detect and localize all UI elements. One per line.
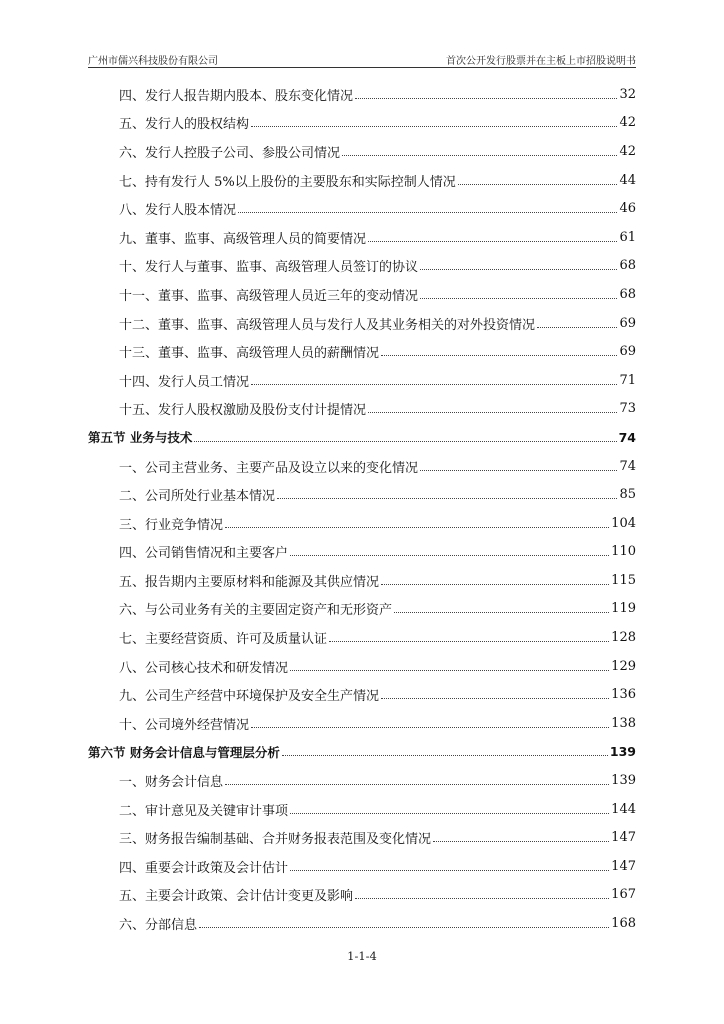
toc-page-number: 42 (619, 143, 636, 159)
toc-dot-leader (251, 384, 617, 385)
toc-dot-leader (194, 441, 616, 442)
toc-dot-leader (251, 126, 617, 127)
toc-dot-leader (381, 584, 609, 585)
toc-page-number: 69 (619, 344, 636, 360)
toc-page-number: 168 (611, 916, 636, 932)
toc-dot-leader (329, 641, 609, 642)
header-document-title: 首次公开发行股票并在主板上市招股说明书 (446, 56, 636, 67)
toc-dot-leader (342, 155, 617, 156)
toc-entry-title: 六、分部信息 (119, 918, 198, 934)
table-of-contents (88, 80, 636, 938)
toc-entry-title: 十二、董事、监事、高级管理人员与发行人及其业务相关的对外投资情况 (119, 317, 536, 333)
toc-entry[interactable] (88, 538, 636, 567)
toc-entry-title: 十、公司境外经营情况 (119, 717, 250, 733)
toc-page-number: 139 (611, 773, 636, 789)
toc-section-heading[interactable] (88, 423, 636, 452)
toc-entry-title: 八、发行人股本情况 (119, 203, 237, 219)
toc-dot-leader (199, 927, 609, 928)
toc-entry[interactable] (88, 595, 636, 624)
toc-dot-leader (433, 841, 609, 842)
toc-entry-title: 五、主要会计政策、会计估计变更及影响 (119, 889, 354, 905)
toc-entry-title: 十五、发行人股权激励及股份支付计提情况 (119, 403, 367, 419)
toc-page-number: 68 (619, 258, 636, 274)
toc-dot-leader (290, 670, 609, 671)
toc-dot-leader (420, 269, 617, 270)
toc-entry[interactable] (88, 881, 636, 910)
toc-page-number: 46 (619, 201, 636, 217)
toc-entry[interactable] (88, 452, 636, 481)
toc-entry[interactable] (88, 366, 636, 395)
toc-page-number: 68 (619, 286, 636, 302)
toc-page-number: 139 (609, 744, 636, 760)
toc-page-number: 119 (611, 601, 636, 617)
toc-entry-title: 六、与公司业务有关的主要固定资产和无形资产 (119, 603, 393, 619)
toc-page-number: 71 (619, 372, 636, 388)
toc-entry[interactable] (88, 194, 636, 223)
toc-entry[interactable] (88, 652, 636, 681)
toc-dot-leader (394, 612, 609, 613)
toc-dot-leader (277, 498, 617, 499)
toc-dot-leader (290, 870, 609, 871)
toc-entry-title: 三、财务报告编制基础、合并财务报表范围及变化情况 (119, 832, 432, 848)
toc-entry[interactable] (88, 680, 636, 709)
toc-dot-leader (251, 727, 609, 728)
toc-dot-leader (537, 327, 617, 328)
toc-page-number: 128 (611, 630, 636, 646)
toc-entry-title: 第五节 业务与技术 (88, 430, 193, 446)
toc-entry[interactable] (88, 309, 636, 338)
toc-entry-title: 四、发行人报告期内股本、股东变化情况 (119, 88, 354, 104)
toc-page-number: 138 (611, 715, 636, 731)
toc-entry-title: 十三、董事、监事、高级管理人员的薪酬情况 (119, 346, 380, 362)
toc-entry-title: 四、公司销售情况和主要客户 (119, 546, 289, 562)
toc-entry[interactable] (88, 852, 636, 881)
toc-page-number: 147 (611, 858, 636, 874)
toc-entry-title: 七、主要经营资质、许可及质量认证 (119, 632, 328, 648)
toc-page-number: 74 (618, 429, 636, 445)
toc-entry-title: 十四、发行人员工情况 (119, 374, 250, 390)
toc-entry-title: 一、公司主营业务、主要产品及设立以来的变化情况 (119, 460, 419, 476)
toc-page-number: 74 (619, 458, 636, 474)
toc-entry-title: 一、财务会计信息 (119, 775, 224, 791)
toc-entry-title: 四、重要会计政策及会计估计 (119, 860, 289, 876)
toc-page-number: 110 (611, 544, 636, 560)
toc-entry[interactable] (88, 709, 636, 738)
toc-dot-leader (381, 698, 609, 699)
toc-entry-title: 六、发行人控股子公司、参股公司情况 (119, 145, 341, 161)
toc-entry[interactable] (88, 509, 636, 538)
toc-entry-title: 二、审计意见及关键审计事项 (119, 803, 289, 819)
toc-entry-title: 二、公司所处行业基本情况 (119, 489, 276, 505)
page-header (88, 50, 636, 68)
toc-page-number: 147 (611, 830, 636, 846)
toc-entry[interactable] (88, 766, 636, 795)
toc-dot-leader (368, 412, 617, 413)
toc-dot-leader (458, 184, 618, 185)
page-number: 1-1-4 (347, 949, 377, 963)
toc-entry-title: 十、发行人与董事、监事、高级管理人员签订的协议 (119, 260, 419, 276)
toc-entry-title: 九、董事、监事、高级管理人员的简要情况 (119, 231, 367, 247)
toc-dot-leader (381, 355, 617, 356)
toc-dot-leader (290, 555, 609, 556)
header-company-name: 广州市儒兴科技股份有限公司 (88, 56, 218, 67)
toc-page-number: 32 (619, 86, 636, 102)
toc-entry[interactable] (88, 280, 636, 309)
toc-dot-leader (238, 212, 617, 213)
toc-entry[interactable] (88, 223, 636, 252)
toc-entry[interactable] (88, 623, 636, 652)
toc-page-number: 44 (619, 172, 636, 188)
toc-page-number: 115 (611, 572, 636, 588)
toc-entry[interactable] (88, 137, 636, 166)
toc-dot-leader (355, 98, 617, 99)
toc-entry-title: 五、发行人的股权结构 (119, 117, 250, 133)
toc-dot-leader (368, 241, 617, 242)
toc-entry[interactable] (88, 823, 636, 852)
toc-entry[interactable] (88, 252, 636, 281)
toc-entry[interactable] (88, 395, 636, 424)
toc-page-number: 85 (619, 487, 636, 503)
toc-entry-title: 三、行业竞争情况 (119, 517, 224, 533)
header-divider (88, 67, 636, 68)
toc-entry-title: 九、公司生产经营中环境保护及安全生产情况 (119, 689, 380, 705)
toc-page-number: 104 (611, 515, 636, 531)
toc-dot-leader (420, 470, 617, 471)
toc-page-number: 73 (619, 401, 636, 417)
toc-dot-leader (225, 527, 609, 528)
toc-dot-leader (225, 784, 609, 785)
toc-entry[interactable] (88, 795, 636, 824)
toc-page-number: 144 (611, 801, 636, 817)
toc-dot-leader (282, 755, 608, 756)
toc-page-number: 69 (619, 315, 636, 331)
toc-entry-title: 第六节 财务会计信息与管理层分析 (88, 744, 280, 760)
toc-page-number: 129 (611, 658, 636, 674)
toc-page-number: 61 (619, 229, 636, 245)
toc-entry[interactable] (88, 166, 636, 195)
toc-dot-leader (420, 298, 617, 299)
toc-entry-title: 七、持有发行人 5%以上股份的主要股东和实际控制人情况 (119, 174, 456, 190)
toc-dot-leader (290, 813, 609, 814)
toc-entry[interactable] (88, 109, 636, 138)
toc-entry[interactable] (88, 80, 636, 109)
toc-entry[interactable] (88, 909, 636, 938)
toc-entry[interactable] (88, 337, 636, 366)
toc-page-number: 136 (611, 687, 636, 703)
toc-entry[interactable] (88, 566, 636, 595)
toc-page-number: 167 (611, 887, 636, 903)
toc-entry-title: 十一、董事、监事、高级管理人员近三年的变动情况 (119, 288, 419, 304)
toc-page-number: 42 (619, 115, 636, 131)
toc-entry-title: 五、报告期内主要原材料和能源及其供应情况 (119, 574, 380, 590)
toc-entry-title: 八、公司核心技术和研发情况 (119, 660, 289, 676)
toc-entry[interactable] (88, 480, 636, 509)
toc-section-heading[interactable] (88, 738, 636, 767)
toc-dot-leader (355, 898, 609, 899)
